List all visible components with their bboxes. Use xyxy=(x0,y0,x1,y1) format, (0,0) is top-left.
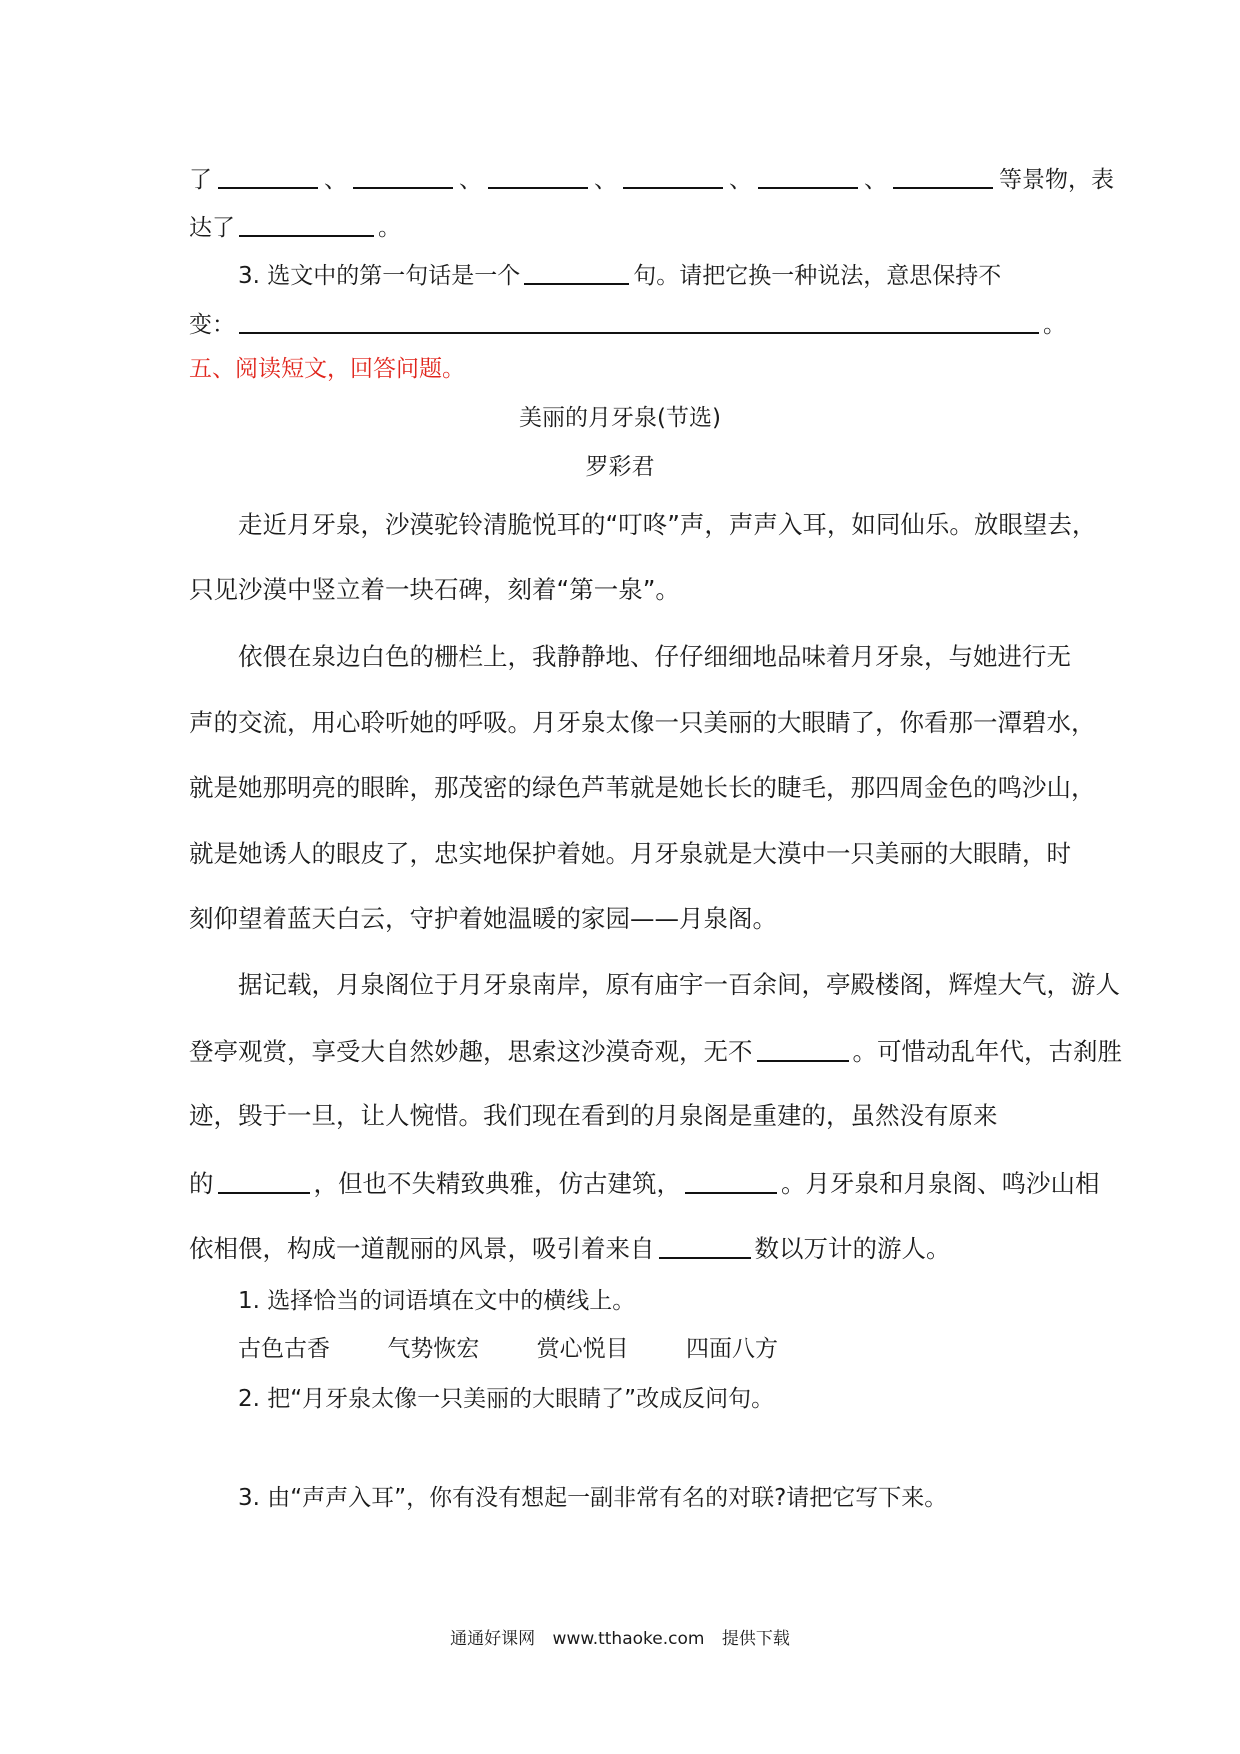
q2-continuation-line1: 了 、 、 、 、 、 等景物，表 xyxy=(189,167,1114,193)
passage-line: 依偎在泉边白色的栅栏上，我静静地、仔仔细细地品味着月牙泉，与她进行无 xyxy=(238,642,1071,671)
answer-blank[interactable] xyxy=(218,165,318,189)
text: 等景物，表 xyxy=(999,167,1114,193)
word-option: 赏心悦目 xyxy=(536,1336,629,1362)
word-option: 古色古香 xyxy=(238,1336,330,1362)
q3-line1 xyxy=(238,261,1001,288)
answer-blank[interactable] xyxy=(488,165,588,189)
q2-continuation-line2 xyxy=(189,213,401,240)
text: 。 xyxy=(378,215,401,241)
page-footer xyxy=(0,1624,1240,1649)
text: 的 xyxy=(189,1169,214,1198)
article-author: 罗彩君 xyxy=(585,454,655,480)
answer-blank[interactable] xyxy=(685,1170,777,1194)
passage-line: 只见沙漠中竖立着一块石碑，刻着“第一泉”。 xyxy=(189,575,680,604)
text: 。月牙泉和月泉阁、鸣沙山相 xyxy=(781,1169,1100,1198)
answer-blank[interactable] xyxy=(659,1235,751,1259)
passage-line xyxy=(189,1038,1122,1065)
text: 3. 选文中的第一句话是一个 xyxy=(238,263,521,289)
passage-line: 就是她诱人的眼皮了，忠实地保护着她。月牙泉就是大漠中一只美丽的大眼睛，时 xyxy=(189,839,1071,868)
text: 达了 xyxy=(189,215,235,241)
footer-note: 提供下载 xyxy=(721,1629,790,1649)
text: 了 xyxy=(189,167,212,193)
answer-blank[interactable] xyxy=(353,165,453,189)
answer-blank[interactable] xyxy=(893,165,993,189)
passage-line xyxy=(189,1235,951,1262)
question-2: 2. 把“月牙泉太像一只美丽的大眼睛了”改成反问句。 xyxy=(238,1386,775,1412)
text: 登亭观赏，享受大自然妙趣，思索这沙漠奇观，无不 xyxy=(189,1037,753,1066)
question-3: 3. 由“声声入耳”，你有没有想起一副非常有名的对联?请把它写下来。 xyxy=(238,1485,948,1511)
word-option: 四面八方 xyxy=(685,1336,778,1362)
text: 变： xyxy=(189,312,235,338)
word-option: 气势恢宏 xyxy=(387,1336,480,1362)
passage-line: 声的交流，用心聆听她的呼吸。月牙泉太像一只美丽的大眼睛了，你看那一潭碧水， xyxy=(189,708,1096,737)
text: 句。请把它换一种说法，意思保持不 xyxy=(633,263,1002,289)
answer-blank-long[interactable] xyxy=(239,310,1039,334)
answer-blank[interactable] xyxy=(218,1170,310,1194)
answer-blank[interactable] xyxy=(239,213,374,237)
question-1: 1. 选择恰当的词语填在文中的横线上。 xyxy=(238,1288,636,1314)
text: 。 xyxy=(1043,312,1066,338)
q3-line2 xyxy=(189,310,1066,337)
text: 。可惜动乱年代，古刹胜 xyxy=(852,1037,1122,1066)
passage-line: 迹，毁于一旦，让人惋惜。我们现在看到的月泉阁是重建的，虽然没有原来 xyxy=(189,1101,998,1130)
passage-line: 走近月牙泉，沙漠驼铃清脆悦耳的“叮咚”声，声声入耳，如同仙乐。放眼望去， xyxy=(238,510,1097,539)
article-title: 美丽的月牙泉(节选) xyxy=(519,405,721,431)
passage-line xyxy=(189,1170,1100,1197)
passage-line: 就是她那明亮的眼眸，那茂密的绿色芦苇就是她长长的睫毛，那四周金色的鸣沙山， xyxy=(189,773,1096,802)
answer-blank[interactable] xyxy=(758,165,858,189)
text: 依相偎，构成一道靓丽的风景，吸引着来自 xyxy=(189,1234,655,1263)
answer-blank[interactable] xyxy=(524,261,629,285)
answer-blank[interactable] xyxy=(757,1038,849,1062)
section-heading: 五、阅读短文，回答问题。 xyxy=(189,356,465,382)
footer-url[interactable]: www.tthaoke.com xyxy=(552,1629,705,1649)
text: ，但也不失精致典雅，仿古建筑， xyxy=(313,1169,681,1198)
answer-blank[interactable] xyxy=(623,165,723,189)
passage-line: 据记载，月泉阁位于月牙泉南岸，原有庙宇一百余间，亭殿楼阁，辉煌大气，游人 xyxy=(238,970,1120,999)
footer-site-name: 通通好课网 xyxy=(450,1629,536,1649)
passage-line: 刻仰望着蓝天白云，守护着她温暖的家园——月泉阁。 xyxy=(189,904,777,933)
text: 数以万计的游人。 xyxy=(754,1234,951,1263)
word-options xyxy=(238,1338,828,1361)
